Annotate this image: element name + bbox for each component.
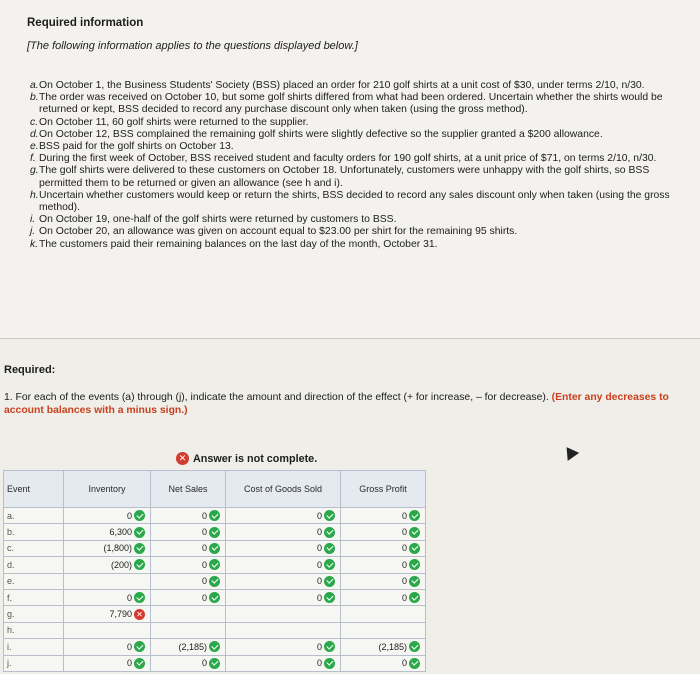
cell-value: 0 [316,658,322,669]
cell-net-sales-input[interactable] [151,557,226,573]
event-letter: c. [30,116,39,128]
cell-value: 0 [401,658,407,669]
event-text: During the first week of October, BSS received student and faculty orders for 190 golf shirts, at a unit price of $71, on terms 2/10, n/30. [39,153,657,165]
row-event-label: d. [4,557,64,573]
cell-gross-profit-input[interactable] [341,655,426,671]
check-icon [134,527,145,538]
check-icon [209,559,220,570]
cell-gross-profit-input[interactable] [341,573,426,589]
event-letter: b. [30,92,39,104]
event-item [30,239,670,251]
cell-inventory-input[interactable] [64,622,151,638]
check-icon [409,658,420,669]
required-heading: Required: [4,364,56,376]
cell-value: 0 [201,658,207,669]
cell-cogs-input[interactable] [226,639,341,655]
cell-gross-profit-input[interactable] [341,606,426,622]
check-icon [134,641,145,652]
event-letter: f. [30,153,36,165]
cell-value: 0 [201,543,207,554]
cell-gross-profit-input[interactable] [341,589,426,605]
check-icon [324,559,335,570]
table-row [4,540,426,556]
cell-cogs-input[interactable] [226,589,341,605]
event-text: On October 20, an allowance was given on account equal to $23.00 per shirt for the remaining 95 shirts. [39,226,518,238]
cell-net-sales-input[interactable] [151,573,226,589]
event-item [30,129,670,141]
event-text: On October 12, BSS complained the remaining golf shirts were slightly defective so the supplier granted a $200 allowance. [39,128,603,140]
cell-gross-profit-input[interactable] [341,540,426,556]
cell-value: 0 [401,510,407,521]
check-icon [324,592,335,603]
event-text: Uncertain whether customers would keep or return the shirts, BSS decided to record any sales discount only when taken (using the gross method). [39,189,670,214]
answer-status-banner [176,452,317,465]
row-event-label: b. [4,524,64,540]
table-row [4,606,426,622]
cell-value: 0 [401,559,407,570]
check-icon [134,559,145,570]
event-item [30,80,670,92]
row-event-label: c. [4,540,64,556]
event-item [30,190,670,214]
row-event-label: i. [4,639,64,655]
cell-value: 0 [316,510,322,521]
row-event-label: e. [4,573,64,589]
cell-inventory-input[interactable] [64,606,151,622]
check-icon [324,527,335,538]
header-net-sales: Net Sales [151,471,226,508]
event-letter: k. [30,238,39,250]
check-icon [209,576,220,587]
cell-gross-profit-input[interactable] [341,622,426,638]
table-row [4,589,426,605]
cell-inventory-input[interactable] [64,524,151,540]
check-icon [209,658,220,669]
row-event-label: h. [4,622,64,638]
check-icon [324,576,335,587]
cell-value: 0 [401,576,407,587]
cell-value: 0 [316,543,322,554]
cell-inventory-input[interactable] [64,639,151,655]
cell-inventory-input[interactable] [64,589,151,605]
cell-value: 0 [316,592,322,603]
check-icon [409,559,420,570]
cell-inventory-input[interactable] [64,540,151,556]
check-icon [409,576,420,587]
cell-gross-profit-input[interactable] [341,524,426,540]
cell-cogs-input[interactable] [226,557,341,573]
cell-value: (200) [110,559,132,570]
header-event: Event [4,471,64,508]
cell-net-sales-input[interactable] [151,540,226,556]
cell-value: 0 [201,559,207,570]
cell-value: 0 [401,543,407,554]
header-cogs: Cost of Goods Sold [226,471,341,508]
cell-cogs-input[interactable] [226,573,341,589]
check-icon [409,527,420,538]
check-icon [324,543,335,554]
event-letter: d. [30,128,39,140]
check-icon [134,543,145,554]
table-row [4,508,426,524]
event-letter: j. [30,226,36,238]
check-icon [134,592,145,603]
cell-gross-profit-input[interactable] [341,508,426,524]
cell-value: 0 [401,527,407,538]
instruction-text [4,392,684,417]
cell-value: 0 [126,658,132,669]
cell-value: 0 [316,576,322,587]
cell-net-sales-input[interactable] [151,606,226,622]
error-x-icon: ✕ [134,609,145,620]
page-subtitle: [The following information applies to the questions displayed below.] [27,40,358,52]
event-item [30,226,670,238]
cell-value: (2,185) [178,641,207,652]
cell-value: 0 [316,641,322,652]
cell-net-sales-input[interactable] [151,622,226,638]
event-text: On October 11, 60 golf shirts were returned to the supplier. [39,116,309,128]
cell-gross-profit-input[interactable] [341,639,426,655]
event-item [30,92,670,116]
cell-value: 7,790 [109,609,132,620]
instruction-warning: (Enter any decreases to account balances with a minus sign.) [4,392,669,416]
check-icon [409,641,420,652]
event-item [30,141,670,153]
cell-value: (2,185) [378,641,407,652]
cell-inventory-input[interactable] [64,655,151,671]
cell-value: 0 [126,641,132,652]
row-event-label: a. [4,508,64,524]
cell-value: 0 [201,510,207,521]
cell-cogs-input[interactable] [226,540,341,556]
cell-value: 0 [201,576,207,587]
check-icon [209,592,220,603]
event-text: The customers paid their remaining balances on the last day of the month, October 31. [39,238,438,250]
row-event-label: g. [4,606,64,622]
cell-net-sales-input[interactable] [151,524,226,540]
cell-value: 0 [401,592,407,603]
cell-inventory-input[interactable] [64,573,151,589]
table-row [4,573,426,589]
table-row [4,639,426,655]
cell-value: 0 [316,527,322,538]
page-title: Required information [27,17,144,29]
check-icon [324,658,335,669]
table-row [4,524,426,540]
instruction-main: 1. For each of the events (a) through (j), indicate the amount and direction of the effect (+ for increase, – for decrease). [4,392,549,403]
cell-value: 0 [126,510,132,521]
event-letter: h. [30,189,39,201]
cell-cogs-input[interactable] [226,508,341,524]
cell-cogs-input[interactable] [226,622,341,638]
cell-gross-profit-input[interactable] [341,557,426,573]
cell-net-sales-input[interactable] [151,639,226,655]
event-text: BSS paid for the golf shirts on October 13. [39,141,234,153]
check-icon [409,510,420,521]
check-icon [409,592,420,603]
check-icon [324,641,335,652]
effects-table [3,470,426,672]
cell-inventory-input[interactable] [64,508,151,524]
header-inventory: Inventory [64,471,151,508]
check-icon [134,510,145,521]
event-letter: i. [30,214,36,226]
table-row [4,655,426,671]
event-text: The order was received on October 10, but some golf shirts differed from what had been ordered. Uncertain whether the shirts would be returned or kept, BSS decided to record any purchase discount only when taken (using the gross method). [39,92,663,116]
check-icon [209,641,220,652]
cell-cogs-input[interactable] [226,606,341,622]
error-x-icon: ✕ [176,452,189,465]
check-icon [209,527,220,538]
table-row [4,622,426,638]
event-item [30,214,670,226]
answer-status-text: Answer is not complete. [193,452,318,465]
event-letter: e. [30,141,39,153]
row-event-label: j. [4,655,64,671]
event-text: On October 19, one-half of the golf shirts were returned by customers to BSS. [39,214,397,226]
cell-value: 0 [201,592,207,603]
cell-cogs-input[interactable] [226,655,341,671]
check-icon [409,543,420,554]
check-icon [134,658,145,669]
cell-value: 0 [316,559,322,570]
event-item [30,117,670,129]
event-item [30,153,670,165]
table-row [4,557,426,573]
cell-inventory-input[interactable] [64,557,151,573]
cell-value: 6,300 [109,527,132,538]
event-letter: a. [30,80,39,91]
event-item [30,165,670,189]
check-icon [209,543,220,554]
cell-net-sales-input[interactable] [151,508,226,524]
row-event-label: f. [4,589,64,605]
cell-net-sales-input[interactable] [151,589,226,605]
cell-value: 0 [126,592,132,603]
header-gross-profit: Gross Profit [341,471,426,508]
cell-cogs-input[interactable] [226,524,341,540]
check-icon [324,510,335,521]
event-text: The golf shirts were delivered to these customers on October 18. Unfortunately, customers were unhappy with the golf shirts, so BSS permitted them to be returned or given an allowance (see h and i). [39,165,650,189]
cell-net-sales-input[interactable] [151,655,226,671]
event-text: On October 1, the Business Students' Society (BSS) placed an order for 210 golf shirts at a unit cost of $30, under terms 2/10, n/30. [39,80,645,91]
cell-value: 0 [201,527,207,538]
check-icon [209,510,220,521]
event-list [30,80,670,251]
event-letter: g. [30,165,39,177]
cell-value: (1,800) [103,543,132,554]
